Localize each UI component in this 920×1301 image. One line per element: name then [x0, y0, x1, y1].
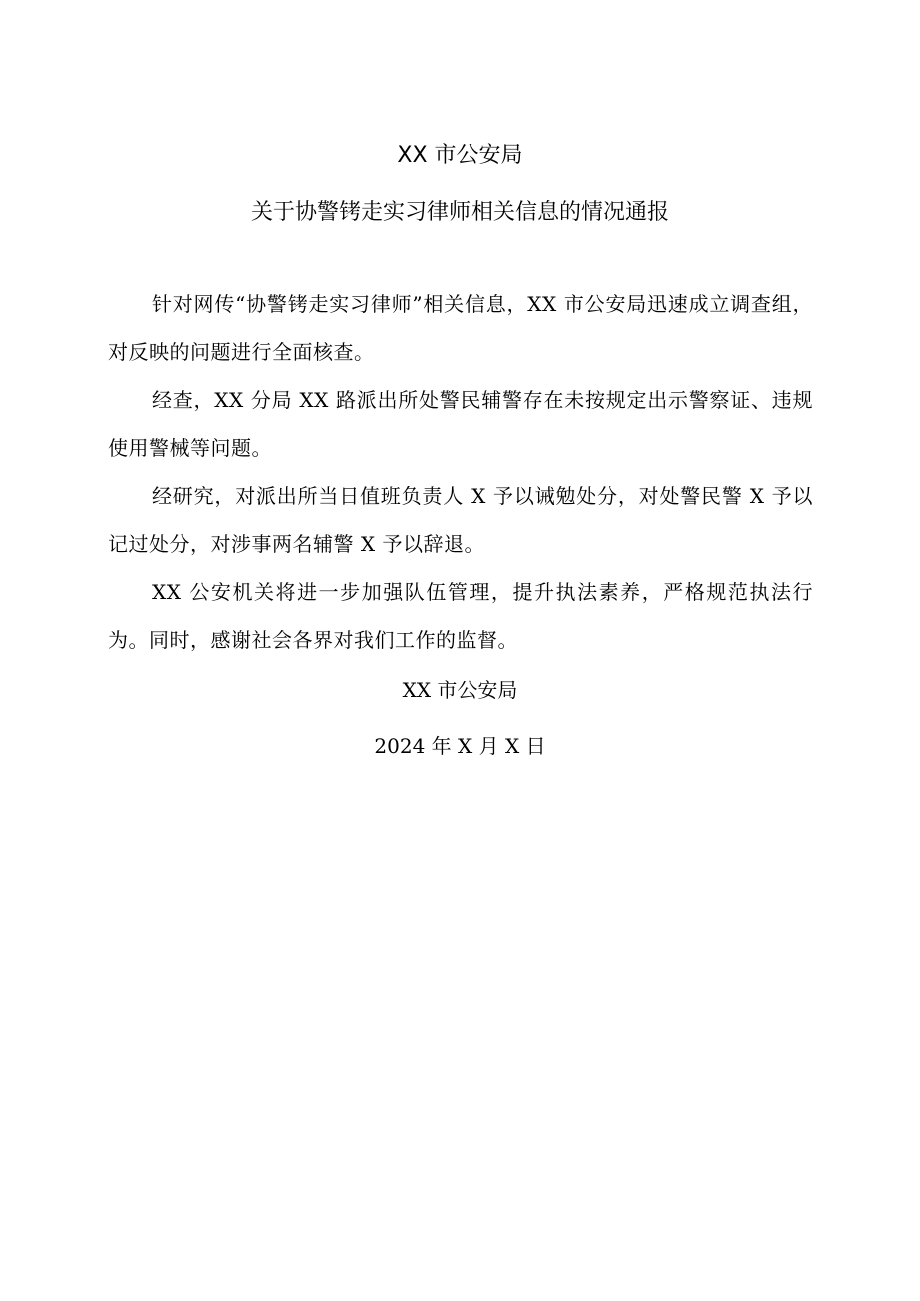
body-paragraph: 经查，XX 分局 XX 路派出所处警民辅警存在未按规定出示警察证、违规使用警械等问题。 — [108, 388, 813, 460]
document-title-issuer: XX 市公安局 — [397, 143, 523, 168]
document-title-subject: 关于协警铐走实习律师相关信息的情况通报 — [250, 200, 669, 225]
signature-date: 2024 年 X 月 X 日 — [374, 734, 546, 758]
body-paragraph: XX 公安机关将进一步加强队伍管理，提升执法素养，严格规范执法行为。同时，感谢社会各界对我们工作的监督。 — [108, 580, 813, 652]
signature-issuer: XX 市公安局 — [402, 678, 518, 702]
body-paragraph: 针对网传“协警铐走实习律师”相关信息，XX 市公安局迅速成立调查组，对反映的问题进行全面核查。 — [108, 292, 813, 364]
body-paragraph: 经研究，对派出所当日值班负责人 X 予以诫勉处分，对处警民警 X 予以记过处分，对涉事两名辅警 X 予以辞退。 — [108, 484, 813, 556]
